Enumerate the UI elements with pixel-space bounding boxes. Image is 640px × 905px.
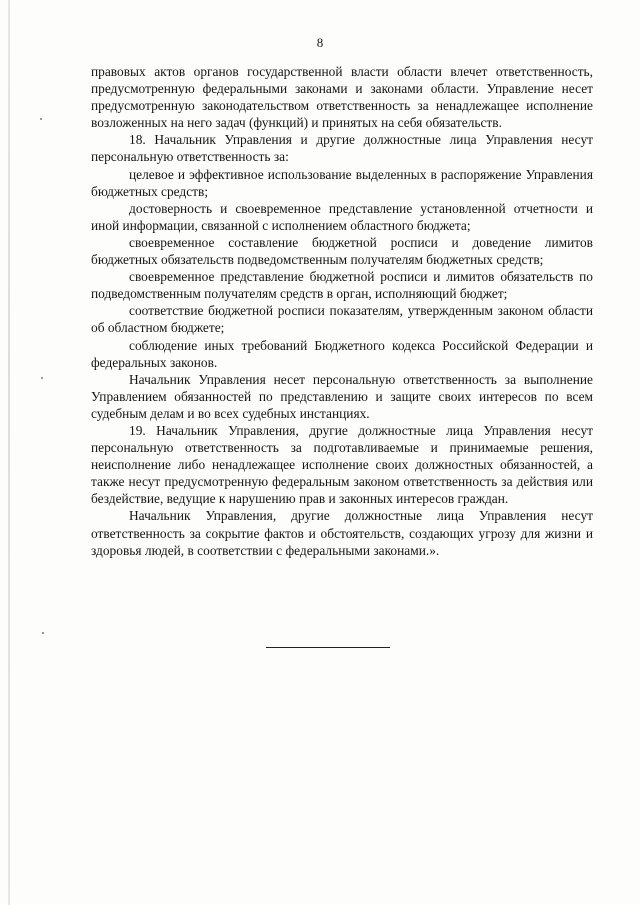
body-text <box>91 63 593 559</box>
paragraph: соблюдение иных требований Бюджетного кодекса Российской Федерации и федеральных законов. <box>91 337 593 370</box>
paragraph: целевое и эффективное использование выделенных в распоряжение Управления бюджетных средств; <box>91 166 593 199</box>
scan-page-edge <box>8 0 10 905</box>
paragraph: Начальник Управления, другие должностные лица Управления несут ответственность за сокрытие фактов и обстоятельств, создающих угрозу для жизни и здоровья людей, в соответствии с федеральными законами.». <box>91 508 593 558</box>
scan-speck <box>42 632 44 634</box>
page-number: 8 <box>316 35 324 50</box>
scan-speck <box>40 118 42 120</box>
paragraph: своевременное представление бюджетной росписи и лимитов обязательств по подведомственным получателям средств в орган, исполняющий бюджет; <box>91 269 593 302</box>
paragraph: правовых актов органов государственной власти области влечет ответственность, предусмотренную федеральными законами и законами области. Управление несет предусмотренную законодательством ответственность за ненадлежащее исполнение возложенных на него задач (функций) и принятых на себя обязательств. <box>91 64 593 131</box>
paragraph: Начальник Управления несет персональную ответственность за выполнение Управлением обязанностей по представлению и защите своих интересов по всем судебным делам и во всех судебных инстанциях. <box>91 371 593 421</box>
scan-speck <box>41 377 43 379</box>
paragraph: 19. Начальник Управления, другие должностные лица Управления несут персональную ответственность за подготавливаемые и принимаемые решения, неисполнение либо ненадлежащее исполнение своих должностных обязанностей, а также несут предусмотренную федеральным законом ответственность за действия или бездействие, ведущие к нарушению прав и законных интересов граждан. <box>91 422 593 507</box>
closing-rule <box>266 647 390 648</box>
paragraph: 18. Начальник Управления и другие должностные лица Управления несут персональную ответственность за: <box>91 132 593 165</box>
paragraph: достоверность и своевременное представление установленной отчетности и иной информации, связанной с исполнением областного бюджета; <box>91 200 593 233</box>
paragraph: соответствие бюджетной росписи показателям, утвержденным законом области об областном бюджете; <box>91 303 593 336</box>
paragraph: своевременное составление бюджетной росписи и доведение лимитов бюджетных обязательств подведомственным получателям бюджетных средств; <box>91 234 593 268</box>
